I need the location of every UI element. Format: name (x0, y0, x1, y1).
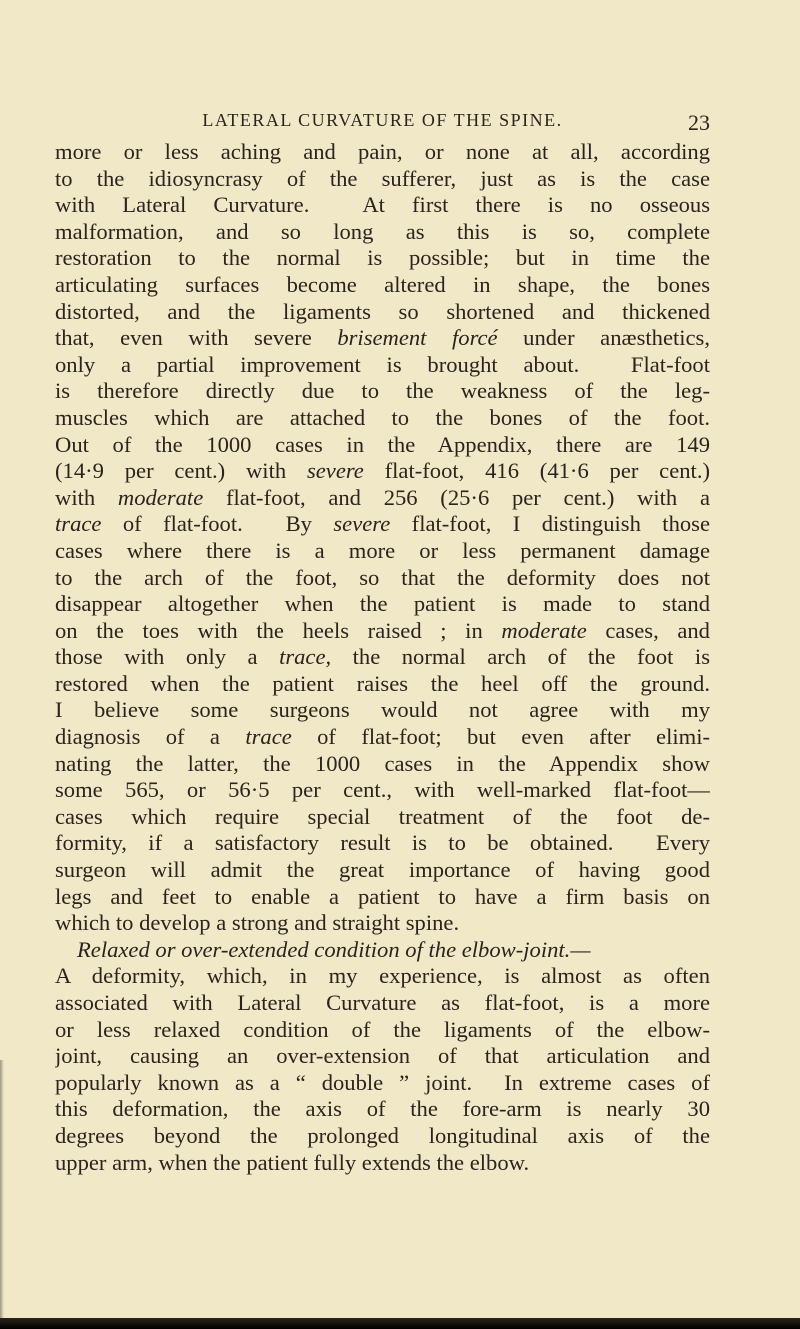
text-run: the normal arch of the foot is (331, 644, 710, 670)
text-line (55, 857, 710, 884)
text-line (55, 804, 710, 831)
text-line (55, 325, 710, 352)
text-line (55, 777, 710, 804)
text-run: (14·9 per cent.) with (55, 458, 307, 484)
italic-run: Relaxed or over-extended condition of the elbow-joint.— (77, 936, 591, 962)
text-line (55, 219, 710, 246)
text-line (55, 618, 710, 645)
text-run: to the arch of the foot, so that the deformity does not (55, 564, 710, 590)
text-run: with (55, 484, 118, 510)
text-line (55, 166, 710, 193)
page-edge-shadow (0, 1060, 4, 1320)
text-run: upper arm, when the patient fully extends the elbow. (55, 1149, 530, 1175)
text-line (55, 591, 710, 618)
text-line (55, 485, 710, 512)
text-line (55, 644, 710, 671)
italic-run: trace, (279, 644, 332, 670)
text-line (55, 1123, 710, 1150)
text-line (55, 192, 710, 219)
text-run: malformation, and so long as this is so, complete (55, 218, 710, 244)
page-number: 23 (688, 110, 710, 135)
text-line (55, 565, 710, 592)
text-run: associated with Lateral Curvature as flat-foot, is a more (55, 990, 710, 1015)
text-line (55, 1150, 710, 1177)
text-run: formity, if a satisfactory result is to be obtained. Every (55, 830, 710, 856)
text-run: restored when the patient raises the heel off the ground. (55, 670, 710, 696)
italic-run: brisement forcé (337, 325, 498, 351)
running-head: LATERAL CURVATURE OF THE SPINE. (202, 110, 563, 130)
text-run: muscles which are attached to the bones of the foot. (55, 404, 710, 430)
italic-run: severe (306, 458, 364, 484)
text-run: I believe some surgeons would not agree with my (55, 697, 710, 723)
text-run: on the toes with the heels raised ; in (55, 617, 502, 643)
text-run: cases, and (586, 617, 710, 643)
body-text (55, 139, 710, 1176)
text-run: popularly known as a “ double ” joint. In extreme cases of (55, 1069, 710, 1095)
text-run: joint, causing an over-extension of that articulation and (55, 1043, 710, 1069)
text-line (55, 378, 710, 405)
text-run: or less relaxed condition of the ligaments of the elbow- (55, 1016, 710, 1042)
text-line (55, 432, 710, 459)
text-line (55, 1096, 710, 1123)
text-run: surgeon will admit the great importance of having good (55, 857, 710, 883)
text-run: legs and feet to enable a patient to have a firm basis on (55, 883, 710, 909)
text-line (55, 830, 710, 857)
text-line (55, 751, 710, 778)
page-header (55, 110, 710, 134)
text-line (55, 405, 710, 432)
text-line (55, 538, 710, 565)
text-run: flat-foot, 416 (41·6 per cent.) (363, 458, 710, 484)
text-line (55, 1043, 710, 1070)
text-run: those with only a (55, 644, 280, 670)
text-line (55, 511, 710, 538)
text-run: this deformation, the axis of the fore-arm is nearly 30 (55, 1096, 710, 1122)
text-run: A deformity, which, in my experience, is almost as often (55, 963, 710, 989)
text-run: distorted, and the ligaments so shortened and thickened (55, 298, 710, 324)
text-run: with Lateral Curvature. At first there is no osseous (55, 192, 710, 218)
text-run: diagnosis of a (55, 724, 246, 750)
text-run: disappear altogether when the patient is made to stand (55, 591, 710, 617)
text-line (55, 299, 710, 326)
text-line (55, 352, 710, 379)
text-run: cases where there is a more or less permanent damage (55, 537, 710, 563)
text-run: that, even with severe (55, 325, 338, 351)
text-run: of flat-foot; but even after elimi- (291, 724, 710, 750)
italic-run: trace (55, 511, 102, 537)
text-line (55, 990, 710, 1017)
italic-run: moderate (501, 617, 587, 643)
text-run: to the idiosyncrasy of the sufferer, just as is the case (55, 165, 710, 191)
italic-run: moderate (117, 484, 204, 510)
text-line (55, 884, 710, 911)
text-run: restoration to the normal is possible; but in time the (55, 245, 710, 271)
text-line (55, 139, 710, 166)
text-run: flat-foot, and 256 (25·6 per cent.) with a (203, 484, 710, 510)
italic-run: severe (333, 511, 391, 537)
text-line (55, 245, 710, 272)
text-run: some 565, or 56·5 per cent., with well-marked flat-foot— (55, 777, 710, 803)
text-line (55, 963, 710, 990)
text-line (55, 458, 710, 485)
bottom-edge-rule (0, 1318, 800, 1329)
text-run: nating the latter, the 1000 cases in the Appendix show (55, 750, 710, 776)
text-line (55, 697, 710, 724)
text-line (55, 1070, 710, 1097)
text-run: of flat-foot. By (101, 511, 334, 537)
text-run: degrees beyond the prolonged longitudinal axis of the (55, 1122, 710, 1148)
text-run: more or less aching and pain, or none at all, according (55, 139, 710, 164)
text-line (55, 724, 710, 751)
text-run: Out of the 1000 cases in the Appendix, there are 149 (55, 431, 710, 457)
text-line (55, 671, 710, 698)
text-run: flat-foot, I distinguish those (390, 511, 710, 537)
text-run: under anæsthetics, (497, 325, 710, 351)
text-run: is therefore directly due to the weakness of the leg- (55, 378, 710, 404)
text-run: which to develop a strong and straight spine. (55, 910, 460, 936)
italic-run: trace (245, 724, 292, 750)
text-line (55, 937, 710, 964)
text-run: only a partial improvement is brought about. Flat-foot (55, 351, 710, 377)
text-line (55, 272, 710, 299)
text-run: articulating surfaces become altered in shape, the bones (55, 271, 710, 297)
text-line (55, 1017, 710, 1044)
text-run: cases which require special treatment of the foot de- (55, 803, 710, 829)
text-line (55, 910, 710, 937)
